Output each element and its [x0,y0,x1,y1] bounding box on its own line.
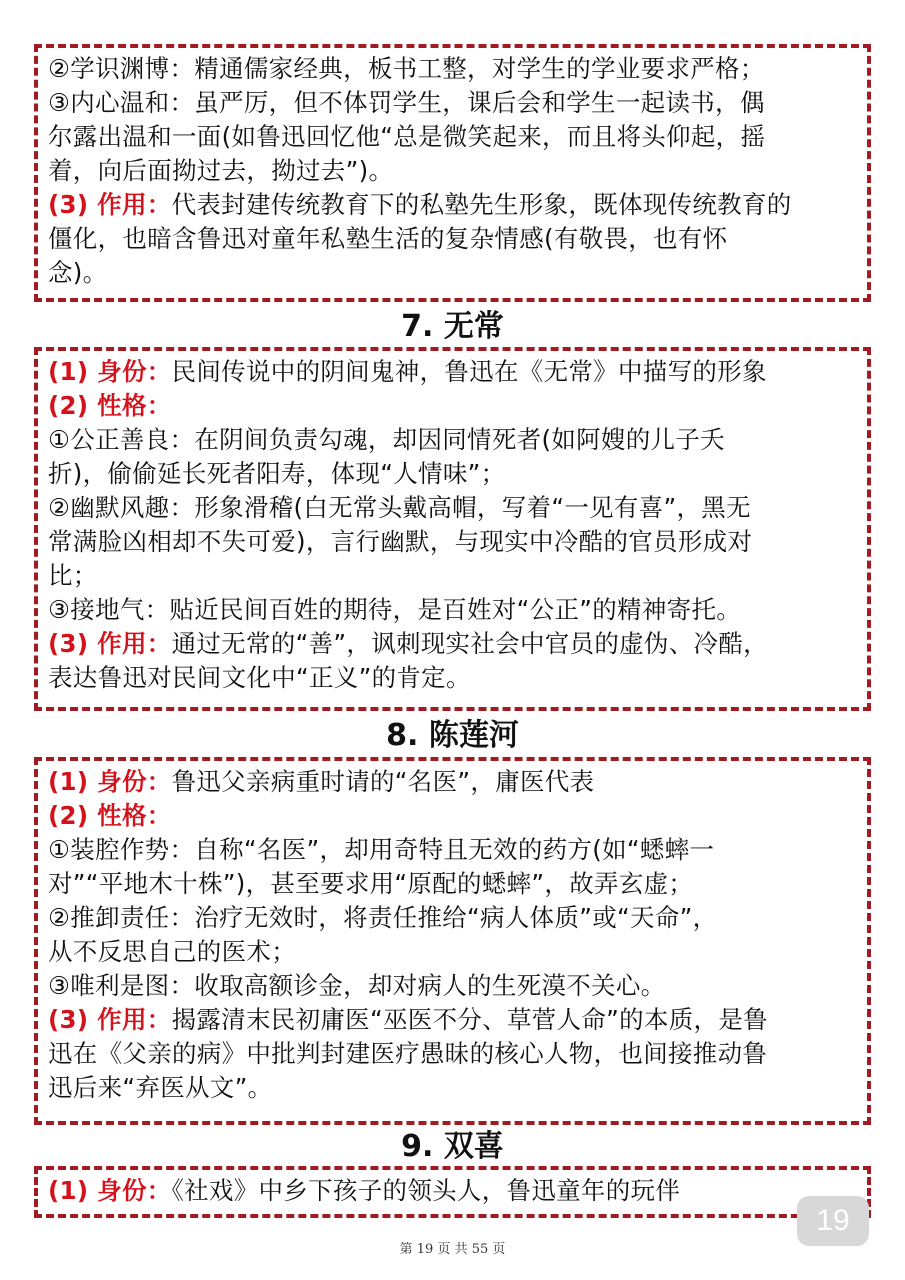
text-line: 对”“平地木十株”)，甚至要求用“原配的蟋蟀”，故弄玄虚； [48,869,694,898]
effect-text: 通过无常的“善”，讽刺现实社会中官员的虚伪、冷酷， [171,629,768,658]
personality-line [48,389,859,423]
effect-line [48,627,859,661]
text-line: 着，向后面拗过去，拗过去”)。 [48,156,394,185]
text-line: ①装腔作势：自称“名医”，却用奇特且无效的药方(如“蟋蟀一 [48,835,715,864]
text-line: 常满脸凶相却不失可爱)，言行幽默，与现实中冷酷的官员形成对 [48,527,753,556]
text-line: 迅后来“弃医从文”。 [48,1073,273,1102]
identity-line [48,765,859,799]
identity-line [48,355,859,389]
section-8-title: 8. 陈莲河 [386,718,519,753]
effect-line [48,1003,859,1037]
effect-line [48,188,859,222]
personality-label: (2) 性格： [48,391,172,420]
personality-label: (2) 性格： [48,801,172,830]
identity-label: (1) 身份： [48,357,172,386]
text-line: ③内心温和：虽严厉，但不体罚学生，课后会和学生一起读书，偶 [48,88,765,117]
effect-label: (3) 作用： [48,629,172,658]
text-line: 僵化，也暗含鲁迅对童年私塾生活的复杂情感(有敬畏，也有怀 [48,224,728,253]
effect-text: 揭露清末民初庸医“巫医不分、草菅人命”的本质，是鲁 [171,1005,768,1034]
text-line: ②推卸责任：治疗无效时，将责任推给“病人体质”或“天命”， [48,903,718,932]
text-line: 念)。 [48,258,108,287]
text-line: ③接地气：贴近民间百姓的期待，是百姓对“公正”的精神寄托。 [48,595,742,624]
section-7-title: 7. 无常 [401,309,504,344]
text-line: ②幽默风趣：形象滑稽(白无常头戴高帽，写着“一见有喜”，黑无 [48,493,751,522]
text-line: 折)，偷偷延长死者阳寿，体现“人情味”； [48,459,506,488]
personality-line [48,799,859,833]
text-line: 比； [48,561,98,590]
effect-text: 代表封建传统教育下的私塾先生形象，既体现传统教育的 [171,190,792,219]
text-line: ③唯利是图：收取高额诊金，却对病人的生死漠不关心。 [48,971,666,1000]
text-line: ①公正善良：在阴间负责勾魂，却因同情死者(如阿嫂的儿子夭 [48,425,725,454]
text-line: 表达鲁迅对民间文化中“正义”的肯定。 [48,663,471,692]
text-line: 从不反思自己的医术； [48,937,296,966]
section-8-box [34,757,871,1125]
effect-label: (3) 作用： [48,190,172,219]
text-line: 迅在《父亲的病》中批判封建医疗愚昧的核心人物，也间接推动鲁 [48,1039,768,1068]
section-7-box [34,347,871,711]
section-6-box [34,44,871,302]
text-line: ②学识渊博：精通儒家经典，板书工整，对学生的学业要求严格； [48,54,765,83]
page-number-badge: 19 [797,1196,869,1246]
identity-line [48,1174,859,1208]
identity-label: (1) 身份： [48,767,172,796]
identity-text: 民间传说中的阴间鬼神，鲁迅在《无常》中描写的形象 [171,357,767,386]
text-line: 尔露出温和一面(如鲁迅回忆他“总是微笑起来，而且将头仰起，摇 [48,122,766,151]
identity-label: (1) 身份： [48,1176,172,1205]
effect-label: (3) 作用： [48,1005,172,1034]
identity-text: 鲁迅父亲病重时请的“名医”，庸医代表 [171,767,595,796]
section-9-title: 9. 双喜 [401,1129,504,1164]
section-9-box [34,1166,871,1218]
page-footer: 第 19 页 共 55 页 [399,1242,506,1257]
identity-text: 《社戏》中乡下孩子的领头人，鲁迅童年的玩伴 [171,1176,681,1205]
